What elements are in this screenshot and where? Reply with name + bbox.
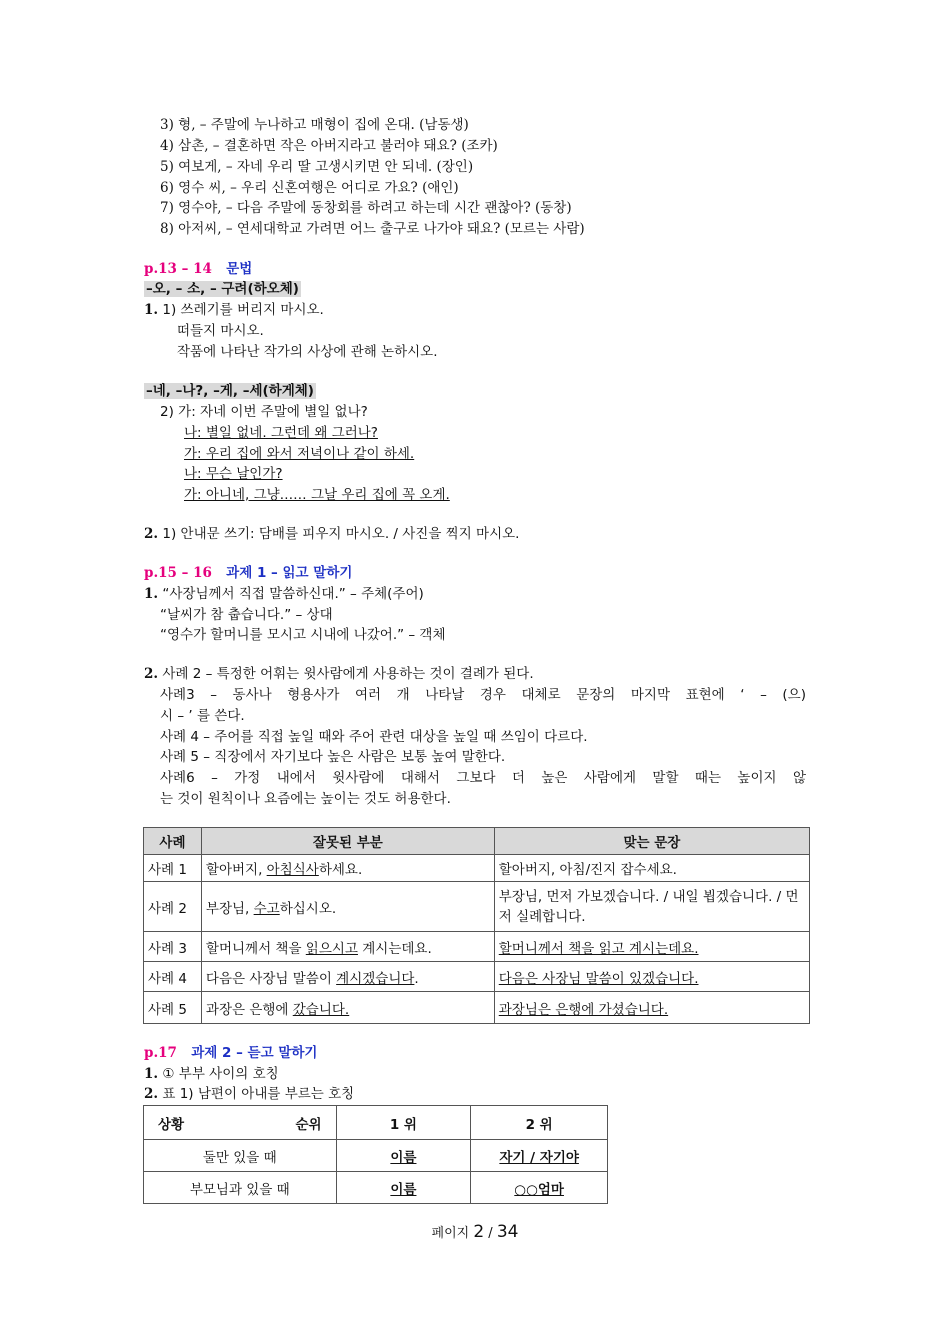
case-cell: 사례 4	[144, 962, 202, 992]
rank1-cell: 이름	[336, 1140, 471, 1172]
situation-cell: 부모님과 있을 때	[144, 1172, 337, 1204]
list-item: 8) 아저씨, – 연세대학교 가려면 어느 출구로 나가야 돼요? (모르는 사람)	[160, 221, 585, 237]
list-item-line: “날씨가 참 춥습니다.” – 상대	[160, 607, 333, 623]
cell-text: 부장님,	[205, 900, 254, 917]
item-text: 1) 안내문 쓰기: 담배를 피우지 마시오. / 사진을 찍지 마시오.	[162, 526, 520, 542]
list-item	[144, 300, 324, 320]
wrong-cell	[201, 992, 494, 1024]
header-rank: 순위	[295, 1116, 322, 1133]
page-ref: p.13 – 14	[144, 261, 212, 277]
dialog-line: 나: 무슨 날인가?	[184, 466, 283, 482]
spouse-title-table	[143, 1105, 608, 1204]
column-header: 잘못된 부분	[201, 828, 494, 855]
item-text: ① 부부 사이의 호칭	[162, 1066, 279, 1082]
table-header-row	[144, 1106, 608, 1140]
list-item	[144, 524, 519, 544]
right-cell: 할아버지, 아침/진지 잡수세요.	[494, 855, 809, 882]
section-heading	[144, 259, 252, 279]
dialog-line: 가: 우리 집에 와서 저녁이나 같이 하세.	[184, 446, 415, 462]
item-text: 사례 2 – 특정한 어휘는 윗사람에게 사용하는 것이 결례가 된다.	[162, 666, 534, 682]
list-item: 7) 영수야, – 다음 주말에 동창회를 하려고 하는데 시간 괜찮아? (동창)	[160, 200, 572, 216]
list-item	[144, 664, 534, 684]
item-text: “사장님께서 직접 말씀하신대.” – 주체(주어)	[162, 586, 424, 602]
current-page: 2	[473, 1222, 485, 1242]
column-header: 맞는 문장	[494, 828, 809, 855]
rank2-cell: ○○엄마	[471, 1172, 608, 1204]
item-number: 1.	[144, 586, 159, 602]
right-cell: 부장님, 먼저 가보겠습니다. / 내일 뵙겠습니다. / 먼저 실례합니다.	[494, 882, 809, 932]
dialog-line: 나: 별일 없네. 그런데 왜 그러나?	[184, 425, 378, 441]
situation-cell: 둘만 있을 때	[144, 1140, 337, 1172]
list-item	[144, 584, 424, 604]
list-item-line: 떠들지 마시오.	[177, 323, 264, 339]
wrong-cell	[201, 962, 494, 992]
case-cell: 사례 1	[144, 855, 202, 882]
wrong-cell	[201, 855, 494, 882]
item-number: 1.	[144, 1066, 159, 1082]
table-row	[144, 855, 810, 882]
wrong-cell	[201, 882, 494, 932]
case-cell: 사례 5	[144, 992, 202, 1024]
list-item: 4) 삼촌, – 결혼하면 작은 아버지라고 불러야 돼요? (조카)	[160, 138, 498, 154]
total-pages: 34	[496, 1222, 519, 1242]
section-heading	[144, 1043, 317, 1063]
hage-heading	[144, 381, 316, 401]
section-title: 과제 1 – 읽고 말하기	[226, 565, 353, 581]
dialog-line: 2) 가: 자네 이번 주말에 별일 없나?	[160, 404, 368, 420]
list-item	[144, 1064, 279, 1084]
list-item-line: 작품에 나타난 작가의 사상에 관해 논하시오.	[177, 344, 438, 360]
item-number: 2.	[144, 1086, 159, 1102]
right-cell: 과장님은 은행에 가셨습니다.	[494, 992, 809, 1024]
section-title: 문법	[226, 261, 253, 277]
item-number: 1.	[144, 302, 159, 318]
cell-text-underlined: 수고	[253, 900, 280, 917]
page-ref: p.17	[144, 1045, 177, 1061]
column-header: 1 위	[336, 1106, 471, 1140]
item-number: 2.	[144, 666, 159, 682]
corrections-table	[143, 827, 810, 1024]
cell-text: 하십시오.	[279, 900, 337, 917]
page-separator: /	[484, 1226, 497, 1241]
hao-heading-text: –오, – 소, – 구려(하오체)	[146, 281, 299, 297]
hao-heading	[144, 279, 301, 299]
list-item-line: 사례6 – 가정 내에서 윗사람에 대해서 그보다 더 높은 사람에게 말할 때는 높이지 않	[160, 770, 806, 786]
dialog-line: 가: 아니네, 그냥…… 그날 우리 집에 꼭 오게.	[184, 487, 450, 503]
list-item-line: 는 것이 원칙이나 요즘에는 높이는 것도 허용한다.	[160, 791, 451, 807]
cell-text: 다음은 사장님 말씀이	[205, 970, 337, 987]
right-cell: 다음은 사장님 말씀이 있겠습니다.	[494, 962, 809, 992]
column-header	[144, 1106, 337, 1140]
header-situation: 상황	[158, 1116, 185, 1133]
list-item-line: 시 – ’ 를 쓴다.	[160, 708, 245, 724]
rank1-cell: 이름	[336, 1172, 471, 1204]
column-header: 사례	[144, 828, 202, 855]
table-row	[144, 992, 810, 1024]
list-item-line: 사례 5 – 직장에서 자기보다 높은 사람은 보통 높여 말한다.	[160, 749, 506, 765]
footer-label: 페이지	[431, 1226, 470, 1241]
cell-text: 할머니께서 책을	[205, 940, 306, 957]
item-text: 표 1) 남편이 아내를 부르는 호칭	[162, 1086, 355, 1102]
item-text: 1) 쓰레기를 버리지 마시오.	[162, 302, 324, 318]
table-header-row	[144, 828, 810, 855]
section-title: 과제 2 – 듣고 말하기	[191, 1045, 318, 1061]
page-ref: p.15 – 16	[144, 565, 212, 581]
cell-text: 과장은 은행에	[205, 1001, 293, 1018]
right-cell: 할머니께서 책을 읽고 계시는데요.	[494, 932, 809, 962]
column-header: 2 위	[471, 1106, 608, 1140]
hage-heading-text: –네, –나?, –게, –세(하게체)	[146, 383, 314, 399]
table-row	[144, 962, 810, 992]
list-item: 3) 형, – 주말에 누나하고 매형이 집에 온대. (남동생)	[160, 117, 469, 133]
list-item-line: 사례 4 – 주어를 직접 높일 때와 주어 관련 대상을 높일 때 쓰임이 다르다.	[160, 729, 588, 745]
table-row	[144, 932, 810, 962]
item-number: 2.	[144, 526, 159, 542]
rank2-cell: 자기 / 자기야	[471, 1140, 608, 1172]
list-item	[144, 1084, 354, 1104]
cell-text-underlined: 갔습니다.	[292, 1001, 350, 1018]
table-row	[144, 1140, 608, 1172]
table-row	[144, 882, 810, 932]
case-cell: 사례 2	[144, 882, 202, 932]
page-footer	[0, 1222, 950, 1242]
cell-text: 계시는데요.	[357, 940, 432, 957]
list-item: 5) 여보게, – 자네 우리 딸 고생시키면 안 되네. (장인)	[160, 159, 474, 175]
list-item: 6) 영수 씨, – 우리 신혼여행은 어디로 가요? (애인)	[160, 180, 459, 196]
cell-text: 할아버지,	[205, 862, 267, 878]
cell-text-underlined: 아침식사	[266, 862, 319, 878]
list-item-line: 사례3 – 동사나 형용사가 여러 개 나타날 경우 대체로 문장의 마지막 표현에 ‘ – (으)	[160, 687, 806, 703]
table-row	[144, 1172, 608, 1204]
cell-text-underlined: 읽으시고	[305, 940, 358, 957]
section-heading	[144, 563, 352, 583]
case-cell: 사례 3	[144, 932, 202, 962]
list-item-line: “영수가 할머니를 모시고 시내에 나갔어.” – 객체	[160, 627, 446, 643]
wrong-cell	[201, 932, 494, 962]
cell-text: 하세요.	[318, 862, 363, 878]
cell-text-underlined: 계시겠습니다	[336, 970, 415, 987]
cell-text: .	[414, 970, 419, 987]
